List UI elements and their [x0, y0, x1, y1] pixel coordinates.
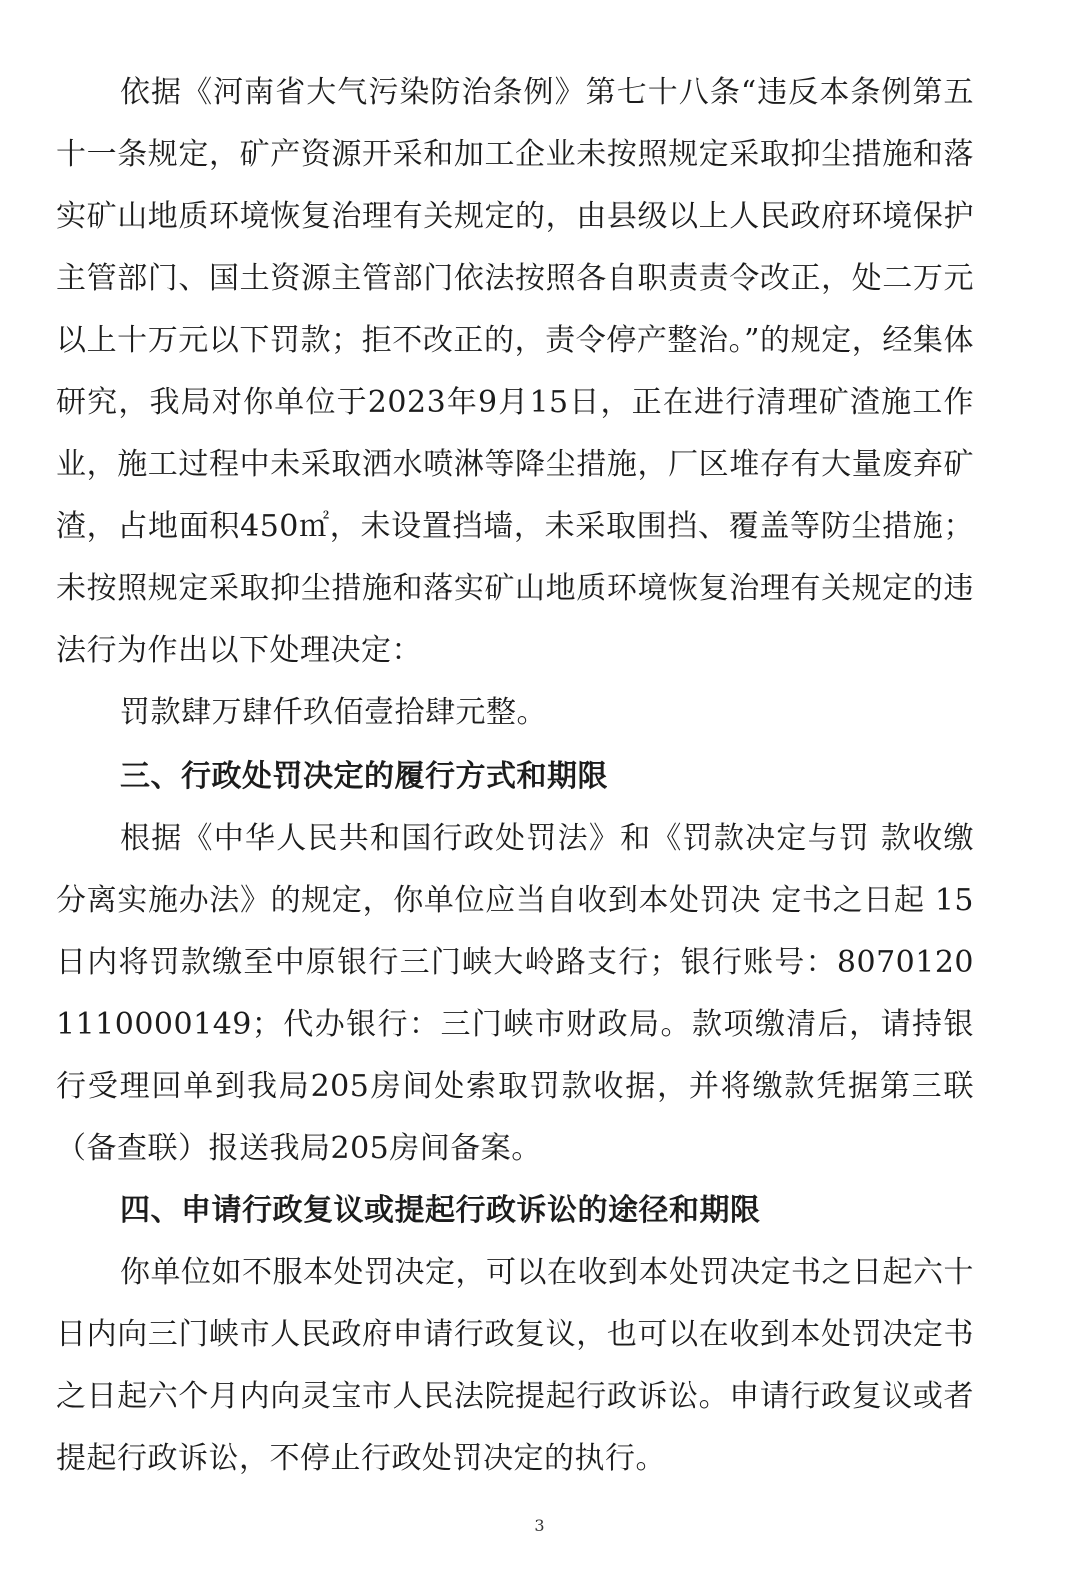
paragraph-appeal-rights: 你单位如不服本处罚决定，可以在收到本处罚决定书之日起六十日内向三门峡市人民政府申请行政复议，也可以在收到本处罚决定书之日起六个月内向灵宝市人民法院提起行政诉讼。申请行政复议或者提起行政诉讼，不停止行政处罚决定的执行。: [56, 1255, 974, 1476]
section-heading-3: 三、行政处罚决定的履行方式和期限: [120, 759, 608, 794]
page-number: 3: [534, 1516, 545, 1535]
paragraph-payment-method: 根据《中华人民共和国行政处罚法》和《罚款决定与罚 款收缴分离实施办法》的规定，你单位应当自收到本处罚决 定书之日起 15 日内将罚款缴至中原银行三门峡大岭路支行；银行账号：80701201110000149；代办银行：三门峡市财政局。款项缴清后，请持银行受理回单到我局205房间处索取罚款收据，并将缴款凭据第三联（备查联）报送我局205房间备案。: [56, 821, 974, 1166]
document-body: [56, 62, 974, 1490]
section-heading-4: 四、申请行政复议或提起行政诉讼的途径和期限: [120, 1193, 761, 1228]
paragraph-fine-amount: 罚款肆万肆仟玖佰壹拾肆元整。: [120, 695, 547, 730]
paragraph-legal-basis: 依据《河南省大气污染防治条例》第七十八条“违反本条例第五十一条规定，矿产资源开采和加工企业未按照规定采取抑尘措施和落实矿山地质环境恢复治理有关规定的，由县级以上人民政府环境保护主管部门、国土资源主管部门依法按照各自职责责令改正，处二万元以上十万元以下罚款；拒不改正的，责令停产整治。”的规定，经集体研究，我局对你单位于2023年9月15日，正在进行清理矿渣施工作业，施工过程中未采取洒水喷淋等降尘措施，厂区堆存有大量废弃矿渣，占地面积450㎡，未设置挡墙，未采取围挡、覆盖等防尘措施；未按照规定采取抑尘措施和落实矿山地质环境恢复治理有关规定的违法行为作出以下处理决定：: [56, 75, 974, 668]
